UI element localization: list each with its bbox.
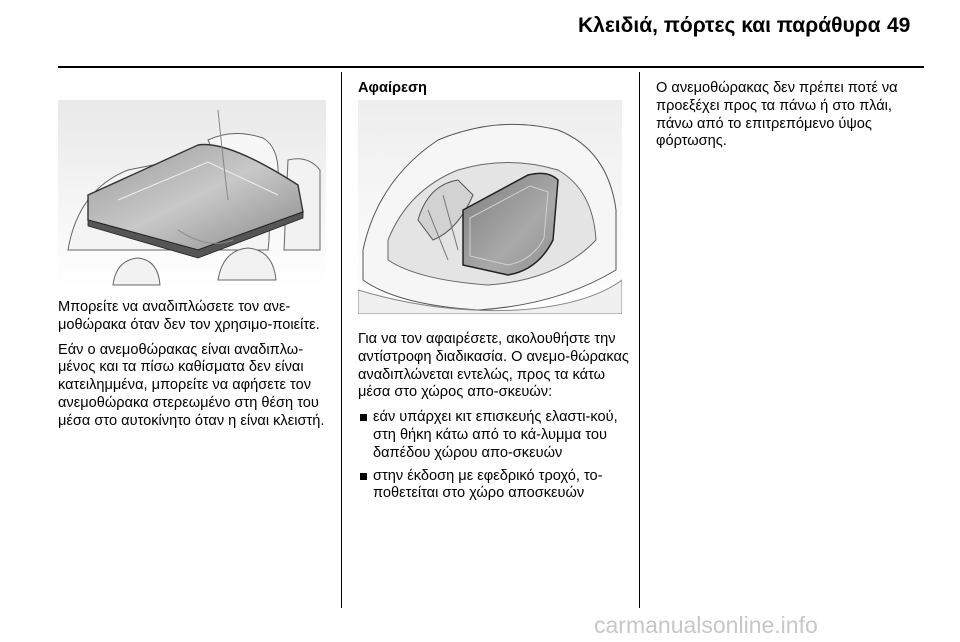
- list-item-text: εάν υπάρχει κιτ επισκευής ελαστι-κού, στη θήκη κάτω από το κά-λυμμα του δαπέδου χώρου απο-σκευών: [373, 409, 618, 461]
- page-header-title: Κλειδιά, πόρτες και παράθυρα: [578, 14, 881, 37]
- column-2-text: [358, 331, 630, 508]
- column-1-paragraph: Μπορείτε να αναδιπλώσετε τον ανε-μοθώρακα όταν δεν τον χρησιμο-ποιείτε.: [58, 299, 320, 333]
- column-1-text: [58, 299, 334, 438]
- section-heading-removal: Αφαίρεση: [358, 80, 427, 96]
- header-rule: [58, 66, 924, 68]
- column-divider-1: [341, 72, 342, 608]
- illustration-wind-deflector-in-trunk: [358, 100, 622, 314]
- list-item: [358, 409, 630, 462]
- page-number: 49: [887, 14, 911, 37]
- column-2-intro: Για να τον αφαιρέσετε, ακολουθήστε την αντίστροφη διαδικασία. Ο ανεμο-θώρακας αναδιπλώνεται εντελώς, προς τα κάτω μέσα στο χώρος απο-σκευών:: [358, 331, 629, 401]
- bullet-square-icon: [360, 414, 367, 421]
- wind-deflector-trunk-drawing: [358, 100, 622, 314]
- bullet-list: [358, 409, 630, 503]
- list-item: [358, 468, 630, 504]
- bullet-square-icon: [360, 473, 367, 480]
- column-3-text: [656, 80, 932, 158]
- wind-deflector-folded-drawing: [58, 100, 326, 288]
- watermark: carmanualsonline.info: [594, 612, 818, 638]
- column-divider-2: [639, 72, 640, 608]
- column-1-paragraph: Εάν ο ανεμοθώρακας είναι αναδιπλω-μένος και τα πίσω καθίσματα δεν είναι κατειλημμένα, μπορείτε να αφήσετε τον ανεμοθώρακα στερεωμένο στη θέση του μέσα στο αυτοκίνητο όταν η είναι κλειστή.: [58, 341, 325, 429]
- column-3-paragraph: Ο ανεμοθώρακας δεν πρέπει ποτέ να προεξέχει προς τα πάνω ή στο πλάι, πάνω από το επιτρεπόμενο ύψος φόρτωσης.: [656, 80, 898, 150]
- illustration-wind-deflector-folded: [58, 100, 326, 288]
- list-item-text: στην έκδοση με εφεδρικό τροχό, το-ποθετείται στο χώρο αποσκευών: [373, 467, 603, 502]
